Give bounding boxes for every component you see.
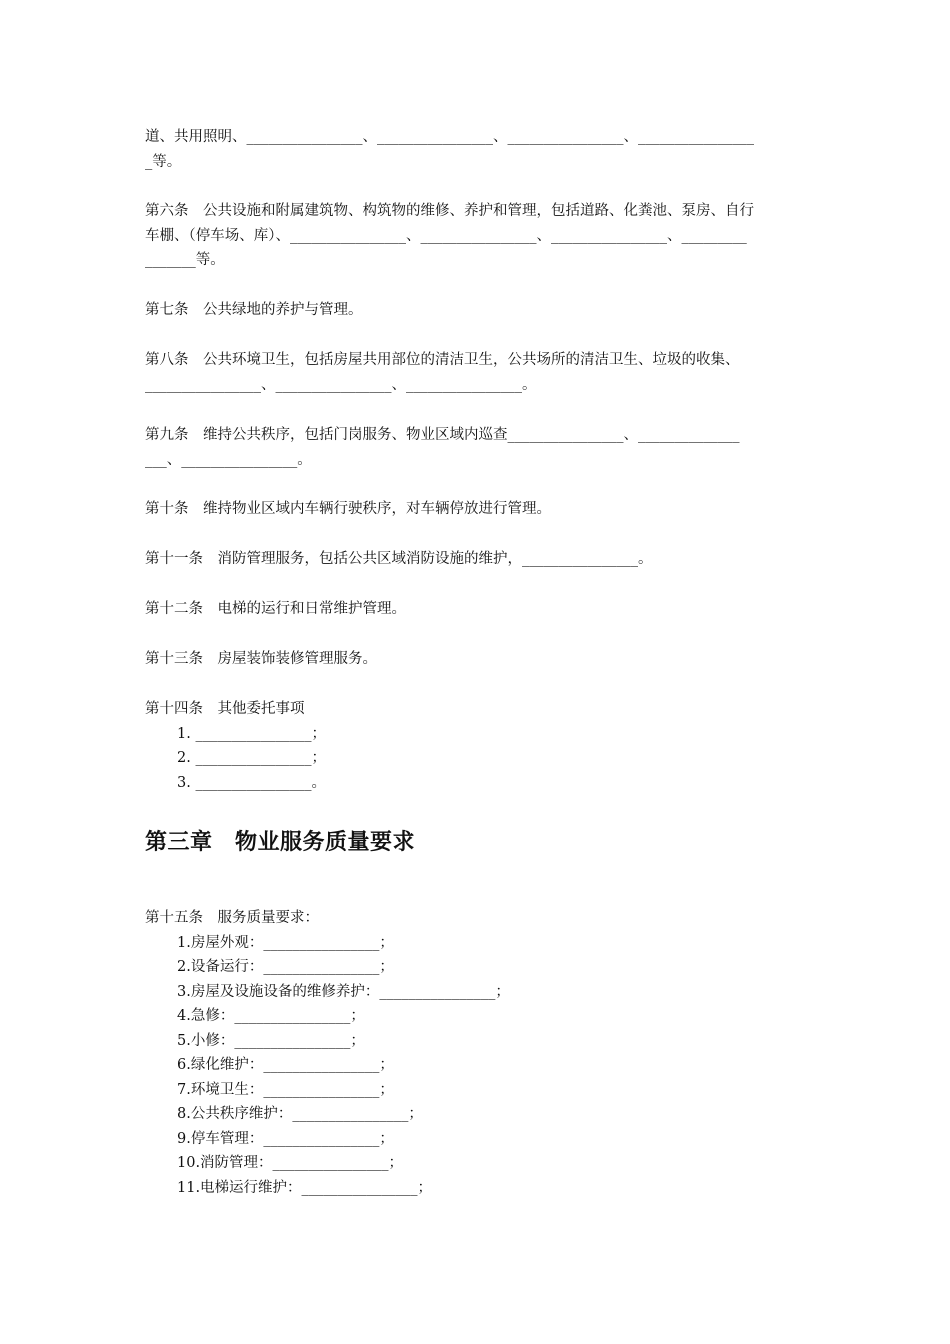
- clause-9: [145, 423, 810, 472]
- text-line: 第十一条 消防管理服务，包括公共区域消防设施的维护，________________。: [145, 551, 653, 567]
- clause-6: [145, 199, 810, 273]
- list-item: 5.小修：________________；: [177, 1032, 365, 1049]
- clause-8: [145, 348, 810, 397]
- list-item: 6.绿化维护：________________；: [177, 1057, 394, 1073]
- list-item: 8.公共秩序维护：________________；: [177, 1106, 423, 1122]
- text-line: 第十二条 电梯的运行和日常维护管理。: [145, 601, 406, 617]
- list-item: 1.房屋外观：________________；: [177, 934, 394, 951]
- clause-12: [145, 597, 810, 622]
- text-line: 第八条 公共环境卫生，包括房屋共用部位的清洁卫生，公共场所的清洁卫生、垃圾的收集、: [145, 352, 740, 368]
- text-line: _等。: [145, 153, 182, 170]
- chapter-heading: 第三章 物业服务质量要求: [145, 830, 416, 855]
- text-line: 第十条 维持物业区域内车辆行驶秩序，对车辆停放进行管理。: [145, 501, 551, 517]
- list-item: 4.急修：________________；: [177, 1008, 365, 1024]
- clause-14: [145, 697, 810, 795]
- list-item: 1. ________________；: [177, 725, 326, 742]
- list-item: 10.消防管理：________________；: [177, 1155, 404, 1171]
- clause-5-continuation: [145, 125, 810, 174]
- text-line: 第九条 维持公共秩序，包括门岗服务、物业区域内巡查________________、______________: [145, 427, 740, 443]
- text-line: 车棚、（停车场、库）、________________、________________、________________、_________: [145, 227, 747, 244]
- text-line: ___、________________。: [145, 451, 312, 468]
- list-item: 7.环境卫生：________________；: [177, 1081, 394, 1098]
- list-item: 2. ________________；: [177, 750, 326, 766]
- clause-10: [145, 497, 810, 522]
- list-item: 3. ________________。: [177, 774, 326, 791]
- clause-7: [145, 298, 810, 323]
- text-line: 第七条 公共绿地的养护与管理。: [145, 302, 363, 318]
- clause-11: [145, 547, 810, 572]
- text-line: _______等。: [145, 252, 225, 268]
- list-item: 3.房屋及设施设备的维修养护：________________；: [177, 983, 510, 1000]
- text-line: 第十三条 房屋装饰装修管理服务。: [145, 651, 377, 667]
- clause-heading: 第十四条 其他委托事项: [145, 701, 305, 717]
- list-item: 11.电梯运行维护：________________；: [177, 1179, 433, 1196]
- text-line: 道、共用照明、________________、________________、________________、________________: [145, 129, 754, 145]
- clause-heading: 第十五条 服务质量要求：: [145, 910, 319, 926]
- list-item: 2.设备运行：________________；: [177, 959, 394, 975]
- list-item: 9.停车管理：________________；: [177, 1130, 394, 1147]
- text-line: 第六条 公共设施和附属建筑物、构筑物的维修、养护和管理，包括道路、化粪池、泵房、自行: [145, 203, 754, 219]
- text-line: ________________、________________、________________。: [145, 376, 537, 393]
- clause-13: [145, 647, 810, 672]
- clause-15: [145, 906, 810, 1200]
